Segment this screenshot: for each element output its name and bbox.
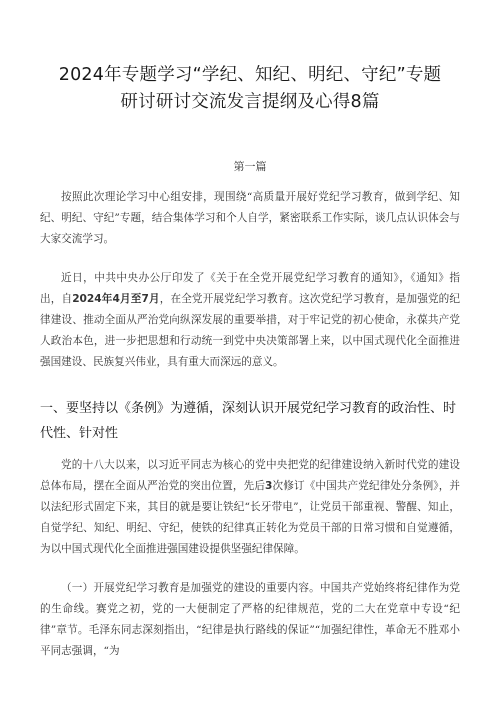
paragraph-notice-c: ，在全党开展党纪学习教育。这次党纪学习教育，是加强党的纪律建设、推动全面从严治党向纵深发展的重要举措，对于牢记党的初心使命，永葆共产党人政治本色，进一步把思想和行动统一到党中央决策部署上来，以中国式现代化全面推进强国建设、民族复兴伟业，具有重大而深远的意义。 [40,293,460,368]
paragraph-notice [40,268,460,373]
document-title [20,62,480,116]
paragraph-history-a: 党的十八大以来，以习近平同志为核心的党中央把党的纪律建设纳入新时代党的建设总体布局，摆在全面从严治党的突出位置，先后 [40,459,460,492]
revision-count: 3 [265,480,273,492]
paragraph-history [40,455,460,560]
notice-date: 2024年4月至7月 [72,293,160,305]
title-line-2: 研讨研讨交流发言提纲及心得8篇 [120,92,380,112]
paragraph-history-c: 次修订《中国共产党纪律处分条例》，并以法纪形式固定下来，其目的就是要让铁纪“长牙带电”，让党员干部重视、警醒、知止，自觉学纪、知纪、明纪、守纪，使铁的纪律真正转化为党员干部的日常习惯和自觉遵循，为以中国式现代化全面推进强国建设提供坚强纪律保障。 [40,480,461,555]
paragraph-notice-a: 近日，中共中央办公厅印发了《关于在全党开展党纪学习教育的通知》，《通知》指出，自 [40,272,460,305]
paragraph-intro: 按照此次理论学习中心组安排，现围绕“高质量开展好党纪学习教育，做到学纪、知纪、明纪、守纪”专题，结合集体学习和个人自学，紧密联系工作实际，谈几点认识体会与大家交流学习。 [40,191,460,245]
section-label: 第一篇 [233,160,267,173]
paragraph-point-1: （一）开展党纪学习教育是加强党的建设的重要内容。中国共产党始终将纪律作为党的生命线。赛党之初，党的一大便制定了严格的纪律规范，党的二大在党章中专设“纪律”章节。毛泽东同志深刻指出，“纪律是执行路线的保证”“加强纪律性，革命无不胜邓小平同志强调，“为 [40,582,460,657]
heading-section-1: 一、要坚持以《条例》为遵循，深刻认识开展党纪学习教育的政治性、时代性、针对性 [40,401,457,441]
title-line-1: 2024年专题学习“学纪、知纪、明纪、守纪”专题 [58,65,442,85]
